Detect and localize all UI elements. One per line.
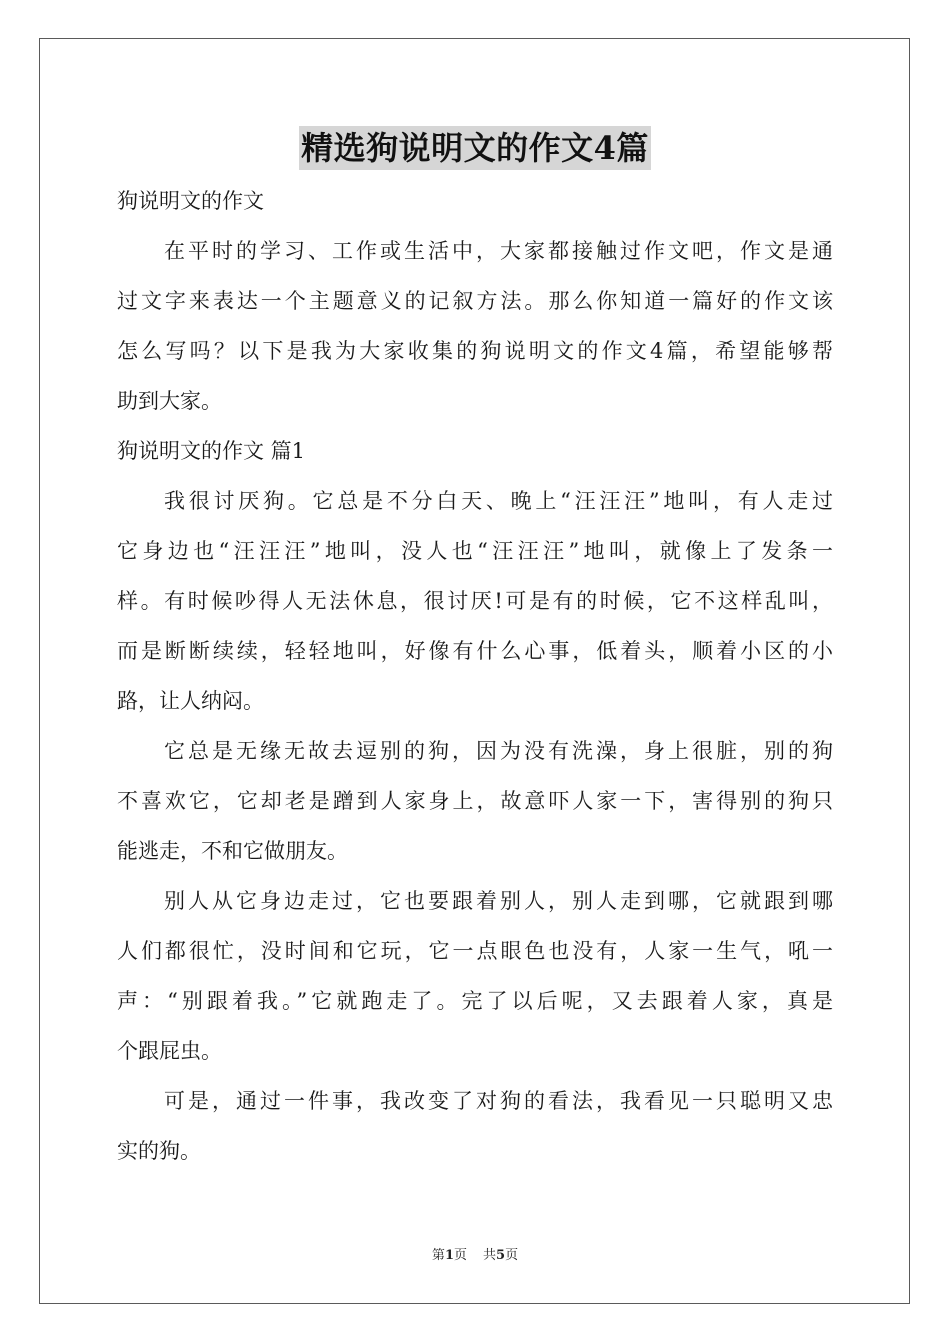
paragraph-line: 个跟屁虫。 bbox=[117, 1039, 222, 1063]
footer-page-current: 1 bbox=[444, 1248, 454, 1263]
paragraph-line: 别人从它身边走过，它也要跟着别人，别人走到哪，它就跟到哪 bbox=[164, 889, 833, 913]
paragraph-line: 人们都很忙，没时间和它玩，它一点眼色也没有，人家一生气，吼一 bbox=[117, 939, 833, 963]
footer-page-suffix: 页 bbox=[453, 1248, 467, 1263]
page-footer bbox=[0, 1246, 950, 1266]
section-heading: 狗说明文的作文 bbox=[117, 189, 264, 213]
paragraph-line: 在平时的学习、工作或生活中，大家都接触过作文吧，作文是通 bbox=[164, 239, 833, 263]
paragraph-line: 样。有时候吵得人无法休息，很讨厌!可是有的时候，它不这样乱叫， bbox=[117, 589, 833, 613]
paragraph-line: 它总是无缘无故去逗别的狗，因为没有洗澡，身上很脏，别的狗 bbox=[164, 739, 833, 763]
paragraph-line: 它身边也“汪汪汪”地叫，没人也“汪汪汪”地叫，就像上了发条一 bbox=[117, 539, 833, 563]
paragraph-line: 可是，通过一件事，我改变了对狗的看法，我看见一只聪明又忠 bbox=[164, 1089, 833, 1113]
paragraph-line: 我很讨厌狗。它总是不分白天、晚上“汪汪汪”地叫，有人走过 bbox=[164, 489, 833, 513]
paragraph-line: 而是断断续续，轻轻地叫，好像有什么心事，低着头，顺着小区的小 bbox=[117, 639, 833, 663]
footer-page-total: 5 bbox=[496, 1248, 506, 1263]
paragraph-line: 助到大家。 bbox=[117, 389, 222, 413]
document-body bbox=[117, 176, 833, 1176]
paragraph-line: 过文字来表达一个主题意义的记叙方法。那么你知道一篇好的作文该 bbox=[117, 289, 833, 313]
paragraph-line: 实的狗。 bbox=[117, 1139, 201, 1163]
paragraph-line: 怎么写吗？以下是我为大家收集的狗说明文的作文4篇，希望能够帮 bbox=[117, 339, 833, 363]
footer-total-suffix: 页 bbox=[505, 1248, 519, 1263]
paragraph-line: 不喜欢它，它却老是蹭到人家身上，故意吓人家一下，害得别的狗只 bbox=[117, 789, 833, 813]
paragraph-line: 声：“别跟着我。”它就跑走了。完了以后呢，又去跟着人家，真是 bbox=[117, 989, 833, 1013]
section-heading: 狗说明文的作文 篇1 bbox=[117, 439, 306, 463]
document-title: 精选狗说明文的作文4篇 bbox=[299, 126, 651, 170]
paragraph-line: 路，让人纳闷。 bbox=[117, 689, 264, 713]
paragraph-line: 能逃走，不和它做朋友。 bbox=[117, 839, 348, 863]
footer-page-prefix: 第 bbox=[431, 1248, 445, 1263]
footer-total-prefix: 共 bbox=[483, 1248, 497, 1263]
title-container bbox=[0, 126, 950, 170]
